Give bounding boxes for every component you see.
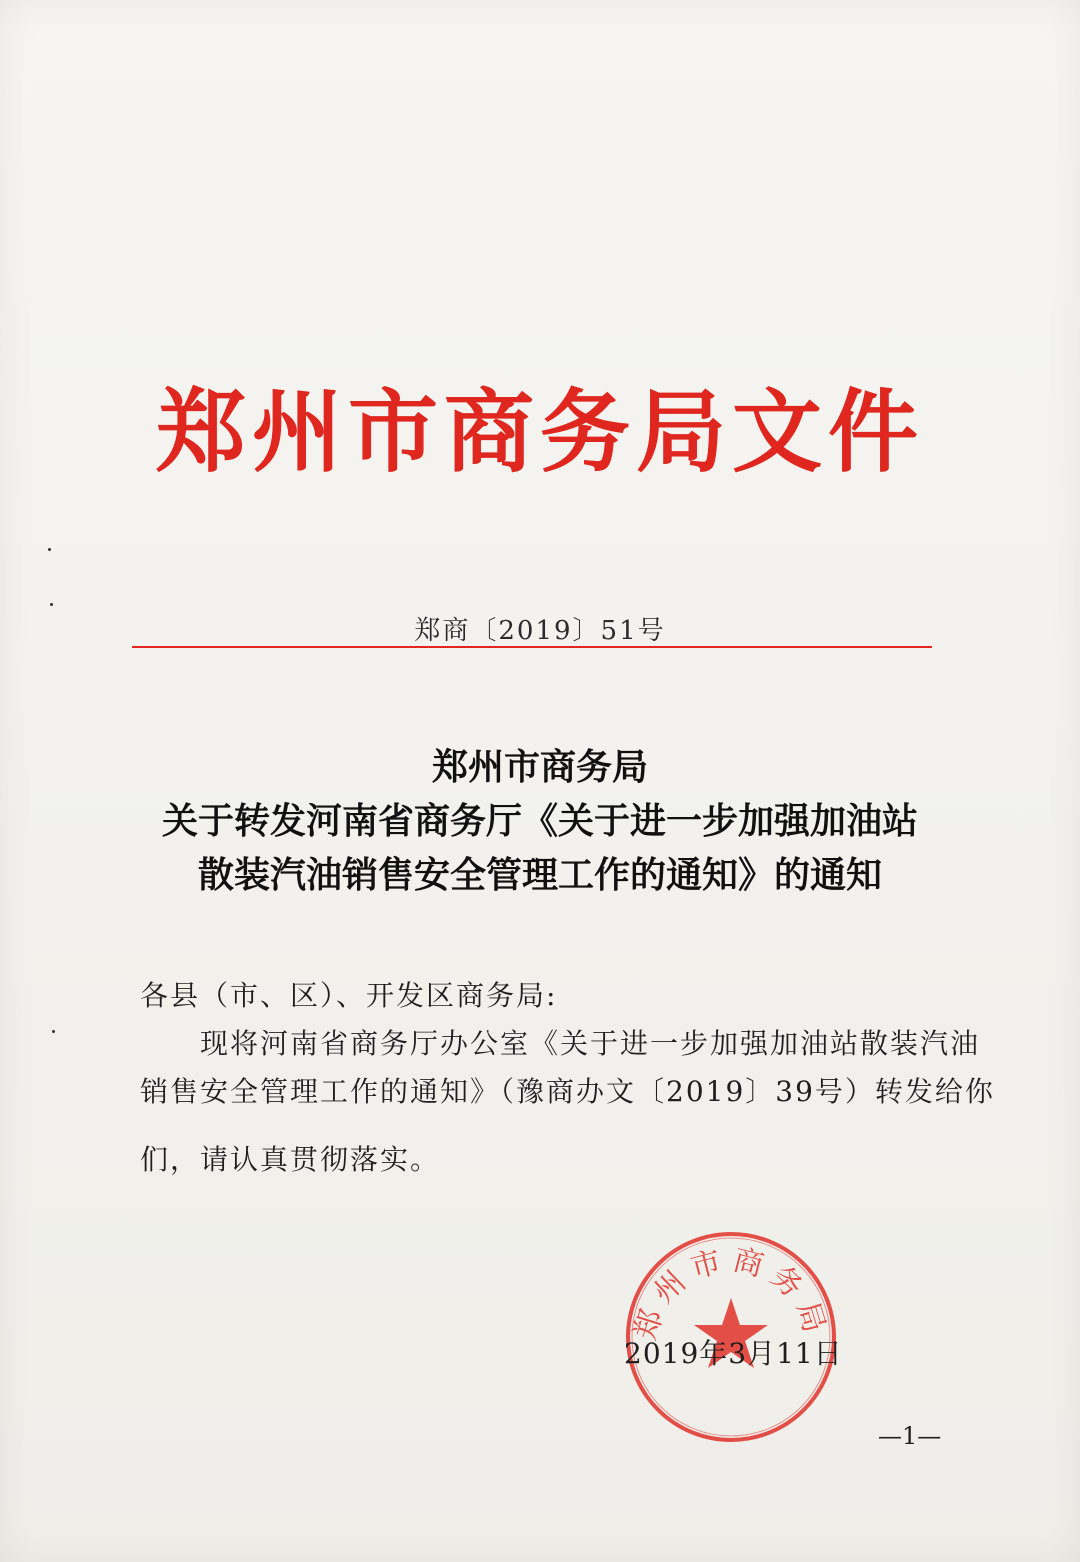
- letterhead-title: 郑州市商务局文件: [156, 379, 924, 485]
- title-line-2: 关于转发河南省商务厅《关于进一步加强加油站: [161, 800, 918, 842]
- body-line-2: 销售安全管理工作的通知》（豫商办文〔2019〕39号）转发给你: [140, 1075, 995, 1108]
- page-number: —1—: [878, 1422, 942, 1450]
- scan-speck: [48, 548, 51, 551]
- body-line-3: 们，请认真贯彻落实。: [140, 1143, 441, 1176]
- body-line-1: 现将河南省商务厅办公室《关于进一步加强加油站散装汽油: [200, 1027, 981, 1060]
- issue-date: 2019年3月11日: [624, 1337, 843, 1370]
- title-line-1: 郑州市商务局: [431, 746, 648, 788]
- document-number: 郑商〔2019〕51号: [414, 616, 666, 646]
- svg-text:郑州市商务局: 郑州市商务局: [627, 1242, 835, 1345]
- body-salutation: 各县（市、区）、开发区商务局:: [140, 979, 558, 1012]
- scan-speck: [50, 603, 53, 606]
- scan-speck: [52, 1030, 55, 1033]
- red-divider-line: [132, 646, 932, 648]
- title-line-3: 散装汽油销售安全管理工作的通知》的通知: [197, 854, 882, 896]
